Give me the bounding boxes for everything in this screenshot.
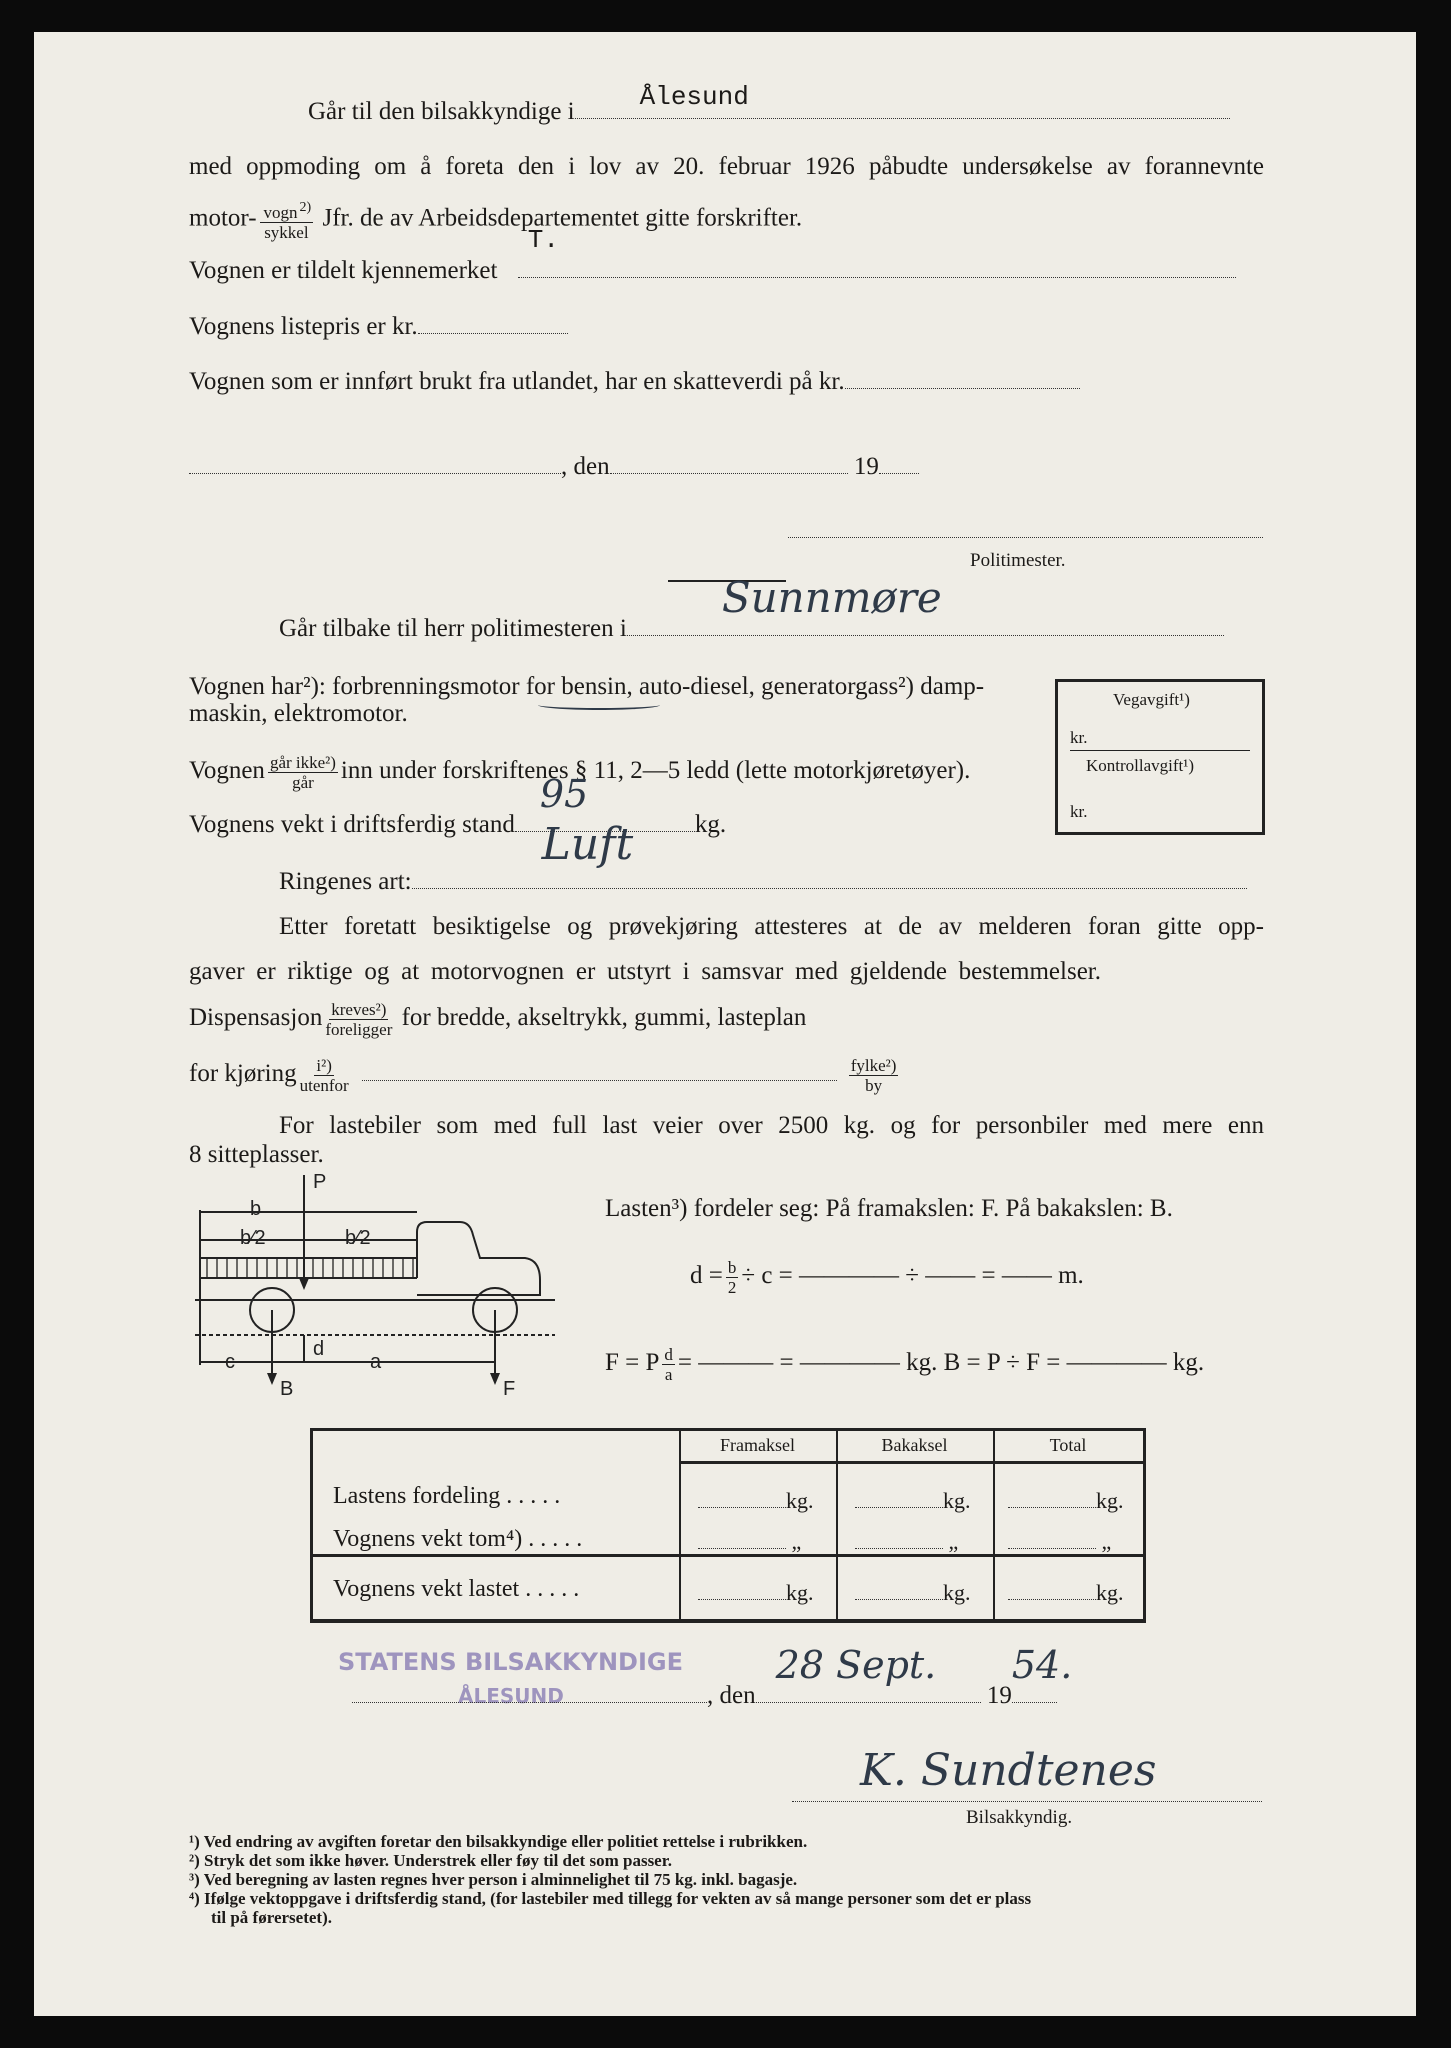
diagram-label-b: b (250, 1198, 262, 1220)
gar-prefix: Vognen (189, 757, 265, 785)
gar-fraction (268, 753, 338, 792)
fylke-den: by (865, 1076, 883, 1095)
kjoring-den: utenfor (299, 1076, 349, 1095)
official-stamp-line2: ÅLESUND (458, 1684, 564, 1708)
return-label: Går tilbake til herr politimesteren i (279, 615, 627, 642)
fee-box-divider (1070, 750, 1250, 751)
f-frac-den: a (664, 1365, 673, 1384)
police-date-line (189, 451, 919, 482)
bensin-underline (538, 700, 660, 710)
d-formula-rest: ÷ c = ———— ÷ —— = —— m. (741, 1262, 1084, 1290)
vekt-value: 95 (539, 772, 589, 816)
vegavgift-label: Vegavgift¹) (1113, 690, 1190, 709)
f-formula-fraction (662, 1345, 675, 1384)
table-row (855, 1577, 971, 1606)
column-header-framaksel: Framaksel (720, 1435, 795, 1455)
kjennemerke-value: T. (527, 225, 559, 255)
d-formula-prefix: d = (690, 1262, 723, 1290)
table-col-divider (679, 1431, 681, 1619)
cell-unit: „ (791, 1529, 802, 1554)
f-formula-rest: = ——— = ———— kg. B = P ÷ F = ———— kg. (677, 1349, 1205, 1377)
footnote-1: ¹) Ved endring av avgiften foretar den bilsakkyndige eller politiet rettelse i rubrikken. (189, 1832, 808, 1851)
inspection-date-field[interactable] (756, 1643, 981, 1703)
cell-field[interactable] (1008, 1485, 1096, 1508)
disp-prefix: Dispensasjon (189, 1004, 323, 1032)
column-header-bakaksel: Bakaksel (881, 1435, 948, 1455)
return-line (279, 573, 1224, 644)
inspection-place-field[interactable] (352, 1680, 707, 1703)
vekt-unit: kg. (694, 811, 727, 838)
footnote-2: ²) Stryk det som ikke høver. Understrek eller føy til det som passer. (189, 1851, 672, 1870)
request-text: med oppmoding om å foreta den i lov av 20. februar 1926 påbudte undersøkelse av forannevnte (189, 153, 1264, 180)
table-row (855, 1485, 971, 1514)
disp-den: foreligger (325, 1020, 393, 1039)
dispensasjon-line (189, 1000, 806, 1039)
kjoring-prefix: for kjøring (189, 1060, 297, 1088)
diagram-label-b-half-left: b⁄2 (240, 1227, 266, 1249)
motor-prefix: motor- (189, 204, 257, 232)
fee-box (1055, 679, 1265, 835)
diagram-label-a: a (370, 1351, 382, 1373)
kjoring-line (189, 1056, 901, 1095)
cell-field[interactable] (698, 1526, 786, 1549)
table-header-rule (681, 1461, 1143, 1464)
destination-line (308, 82, 1230, 127)
motor-den: sykkel (264, 222, 309, 242)
disp-num: kreves²) (331, 1000, 387, 1019)
politimester-signature-line[interactable] (788, 537, 1263, 538)
motor-num: vogn (263, 202, 298, 222)
police-den-label: , den (561, 453, 610, 480)
row-label-lastens-fordeling: Lastens fordeling . . . . . (333, 1483, 561, 1509)
table-col-divider (993, 1431, 995, 1619)
f-formula (605, 1345, 1204, 1384)
motor-type-line1: Vognen har²): forbrenningsmotor for bensin, auto-diesel, generatorgass²) damp- (189, 673, 985, 700)
cell-field[interactable] (1008, 1577, 1096, 1600)
table-row (855, 1526, 958, 1555)
fylke-num: fylke²) (850, 1056, 897, 1075)
cell-unit: kg. (786, 1488, 814, 1513)
diagram-label-d: d (313, 1338, 325, 1360)
cell-field[interactable] (698, 1485, 786, 1508)
return-value: Sunnmøre (721, 573, 942, 622)
f-formula-prefix: F = P (605, 1349, 660, 1377)
inspection-date-value: 28 Sept. (775, 1643, 937, 1687)
politimester-label: Politimester. (970, 550, 1066, 571)
footnote-4: ⁴) Ifølge vektoppgave i driftsferdig stand, (for lastebiler med tillegg for vekten av så mange personer som det er plass (189, 1889, 1032, 1908)
load-table (310, 1428, 1146, 1623)
laste-line1: For lastebiler som med full last veier over 2500 kg. og for personbiler med mere enn (279, 1112, 1264, 1139)
motor-line (189, 198, 802, 242)
diagram-label-b-half-right: b⁄2 (345, 1227, 371, 1249)
vekt-label: Vognens vekt i driftsferdig stand (189, 811, 515, 838)
cell-field[interactable] (1008, 1526, 1096, 1549)
motor-sup: 2) (299, 200, 312, 215)
kjennemerke-label: Vognen er tildelt kjennemerket (189, 257, 498, 284)
disp-rest: for bredde, akseltrykk, gummi, lasteplan (401, 1004, 807, 1032)
table-row (1008, 1526, 1111, 1555)
diagram-label-p: P (313, 1171, 327, 1193)
ringer-label: Ringenes art: (279, 868, 412, 895)
skatteverdi-label: Vognen som er innført brukt fra utlandet, har en skatteverdi på kr. (189, 368, 845, 395)
table-row (1008, 1485, 1124, 1514)
cell-unit: kg. (786, 1580, 814, 1605)
cell-unit: kg. (1096, 1580, 1124, 1605)
table-row (698, 1526, 801, 1555)
cell-unit: kg. (943, 1580, 971, 1605)
kjoring-fraction (300, 1056, 349, 1095)
vegavgift-kr: kr. (1070, 728, 1088, 747)
d-formula-fraction (726, 1258, 739, 1297)
listepris-field[interactable] (418, 311, 568, 334)
listepris-label: Vognens listepris er kr. (189, 313, 418, 340)
row-label-vekt-tom: Vognens vekt tom⁴) . . . . . (333, 1526, 583, 1552)
motor-rest: Jfr. de av Arbeidsdepartementet gitte forskrifter. (322, 204, 803, 232)
destination-label: Går til den bilsakkyndige i (308, 98, 575, 125)
cell-field[interactable] (698, 1577, 786, 1600)
kjennemerke-field[interactable] (518, 225, 1236, 278)
inspection-year-prefix: 19 (986, 1682, 1012, 1709)
fylke-fraction (849, 1056, 899, 1095)
footnote-4-cont: til på førersetet). (211, 1908, 332, 1927)
cell-field[interactable] (855, 1485, 943, 1508)
signer-role: Bilsakkyndig. (966, 1807, 1073, 1828)
row-label-vekt-lastet: Vognens vekt lastet . . . . . (333, 1576, 580, 1602)
footnote-3: ³) Ved beregning av lasten regnes hver person i alminnelighet til 75 kg. inkl. bagasje. (189, 1870, 798, 1889)
kontrollavgift-kr: kr. (1070, 802, 1088, 821)
ringer-value: Luft (541, 819, 634, 870)
destination-value: Ålesund (639, 82, 749, 112)
gar-num: går ikke²) (269, 753, 336, 772)
skatteverdi-line (189, 366, 1080, 397)
police-place-field[interactable] (189, 451, 561, 474)
d-formula (690, 1258, 1084, 1297)
disp-fraction (325, 1000, 392, 1039)
attest-line2: gaver er riktige og at motorvognen er utstyrt i samsvar med gjeldende bestemmelser. (189, 958, 1101, 985)
attest-line1: Etter foretatt besiktigelse og prøvekjøring attesteres at de av melderen foran gitte opp- (279, 913, 1264, 940)
signature-handwritten: K. Sundtenes (860, 1745, 1157, 1796)
gar-rest: inn under forskriftenes § 11, 2—5 ledd (lette motorkjøretøyer). (340, 757, 971, 785)
column-header-total: Total (1049, 1435, 1087, 1455)
cell-unit: kg. (1096, 1488, 1124, 1513)
inspection-den-label: , den (707, 1682, 756, 1709)
inspection-year-value: 54. (1011, 1643, 1073, 1687)
cell-field[interactable] (855, 1526, 943, 1549)
kontrollavgift-label: Kontrollavgift¹) (1086, 756, 1195, 775)
police-year-prefix: 19 (853, 453, 879, 480)
d-frac-num: b (727, 1258, 737, 1277)
d-frac-den: 2 (727, 1278, 737, 1297)
load-distribution-text: Lasten³) fordeler seg: På framakslen: F. På bakakslen: B. (605, 1195, 1173, 1222)
table-row (1008, 1577, 1124, 1606)
motor-fraction (260, 198, 314, 242)
cell-field[interactable] (855, 1577, 943, 1600)
inspection-year-field[interactable] (1011, 1643, 1073, 1703)
table-row (698, 1577, 814, 1606)
police-date-field[interactable] (610, 451, 848, 474)
gar-den: går (292, 773, 314, 792)
cell-unit: kg. (943, 1488, 971, 1513)
f-frac-num: d (664, 1345, 673, 1364)
police-year-field[interactable] (879, 451, 919, 474)
table-col-divider (836, 1431, 838, 1619)
load-distribution-diagram (195, 1170, 565, 1400)
signature-line[interactable] (792, 1801, 1262, 1802)
kjoring-num: i²) (316, 1056, 332, 1075)
cell-unit: „ (1101, 1529, 1112, 1554)
return-field[interactable] (627, 573, 1224, 636)
kjoring-field[interactable] (362, 1058, 837, 1081)
diagram-label-b-axle: B (280, 1378, 294, 1400)
skatteverdi-field[interactable] (845, 366, 1080, 389)
diagram-label-f-axle: F (503, 1378, 516, 1400)
table-row (698, 1485, 814, 1514)
motor-type-line2: maskin, elektromotor. (189, 700, 408, 727)
listepris-line (189, 311, 568, 342)
destination-field[interactable] (575, 82, 1230, 119)
official-stamp-line1: STATENS BILSAKKYNDIGE (338, 1648, 683, 1676)
diagram-label-c: c (225, 1351, 235, 1373)
cell-unit: „ (948, 1529, 959, 1554)
laste-line2: 8 sitteplasser. (189, 1141, 324, 1168)
